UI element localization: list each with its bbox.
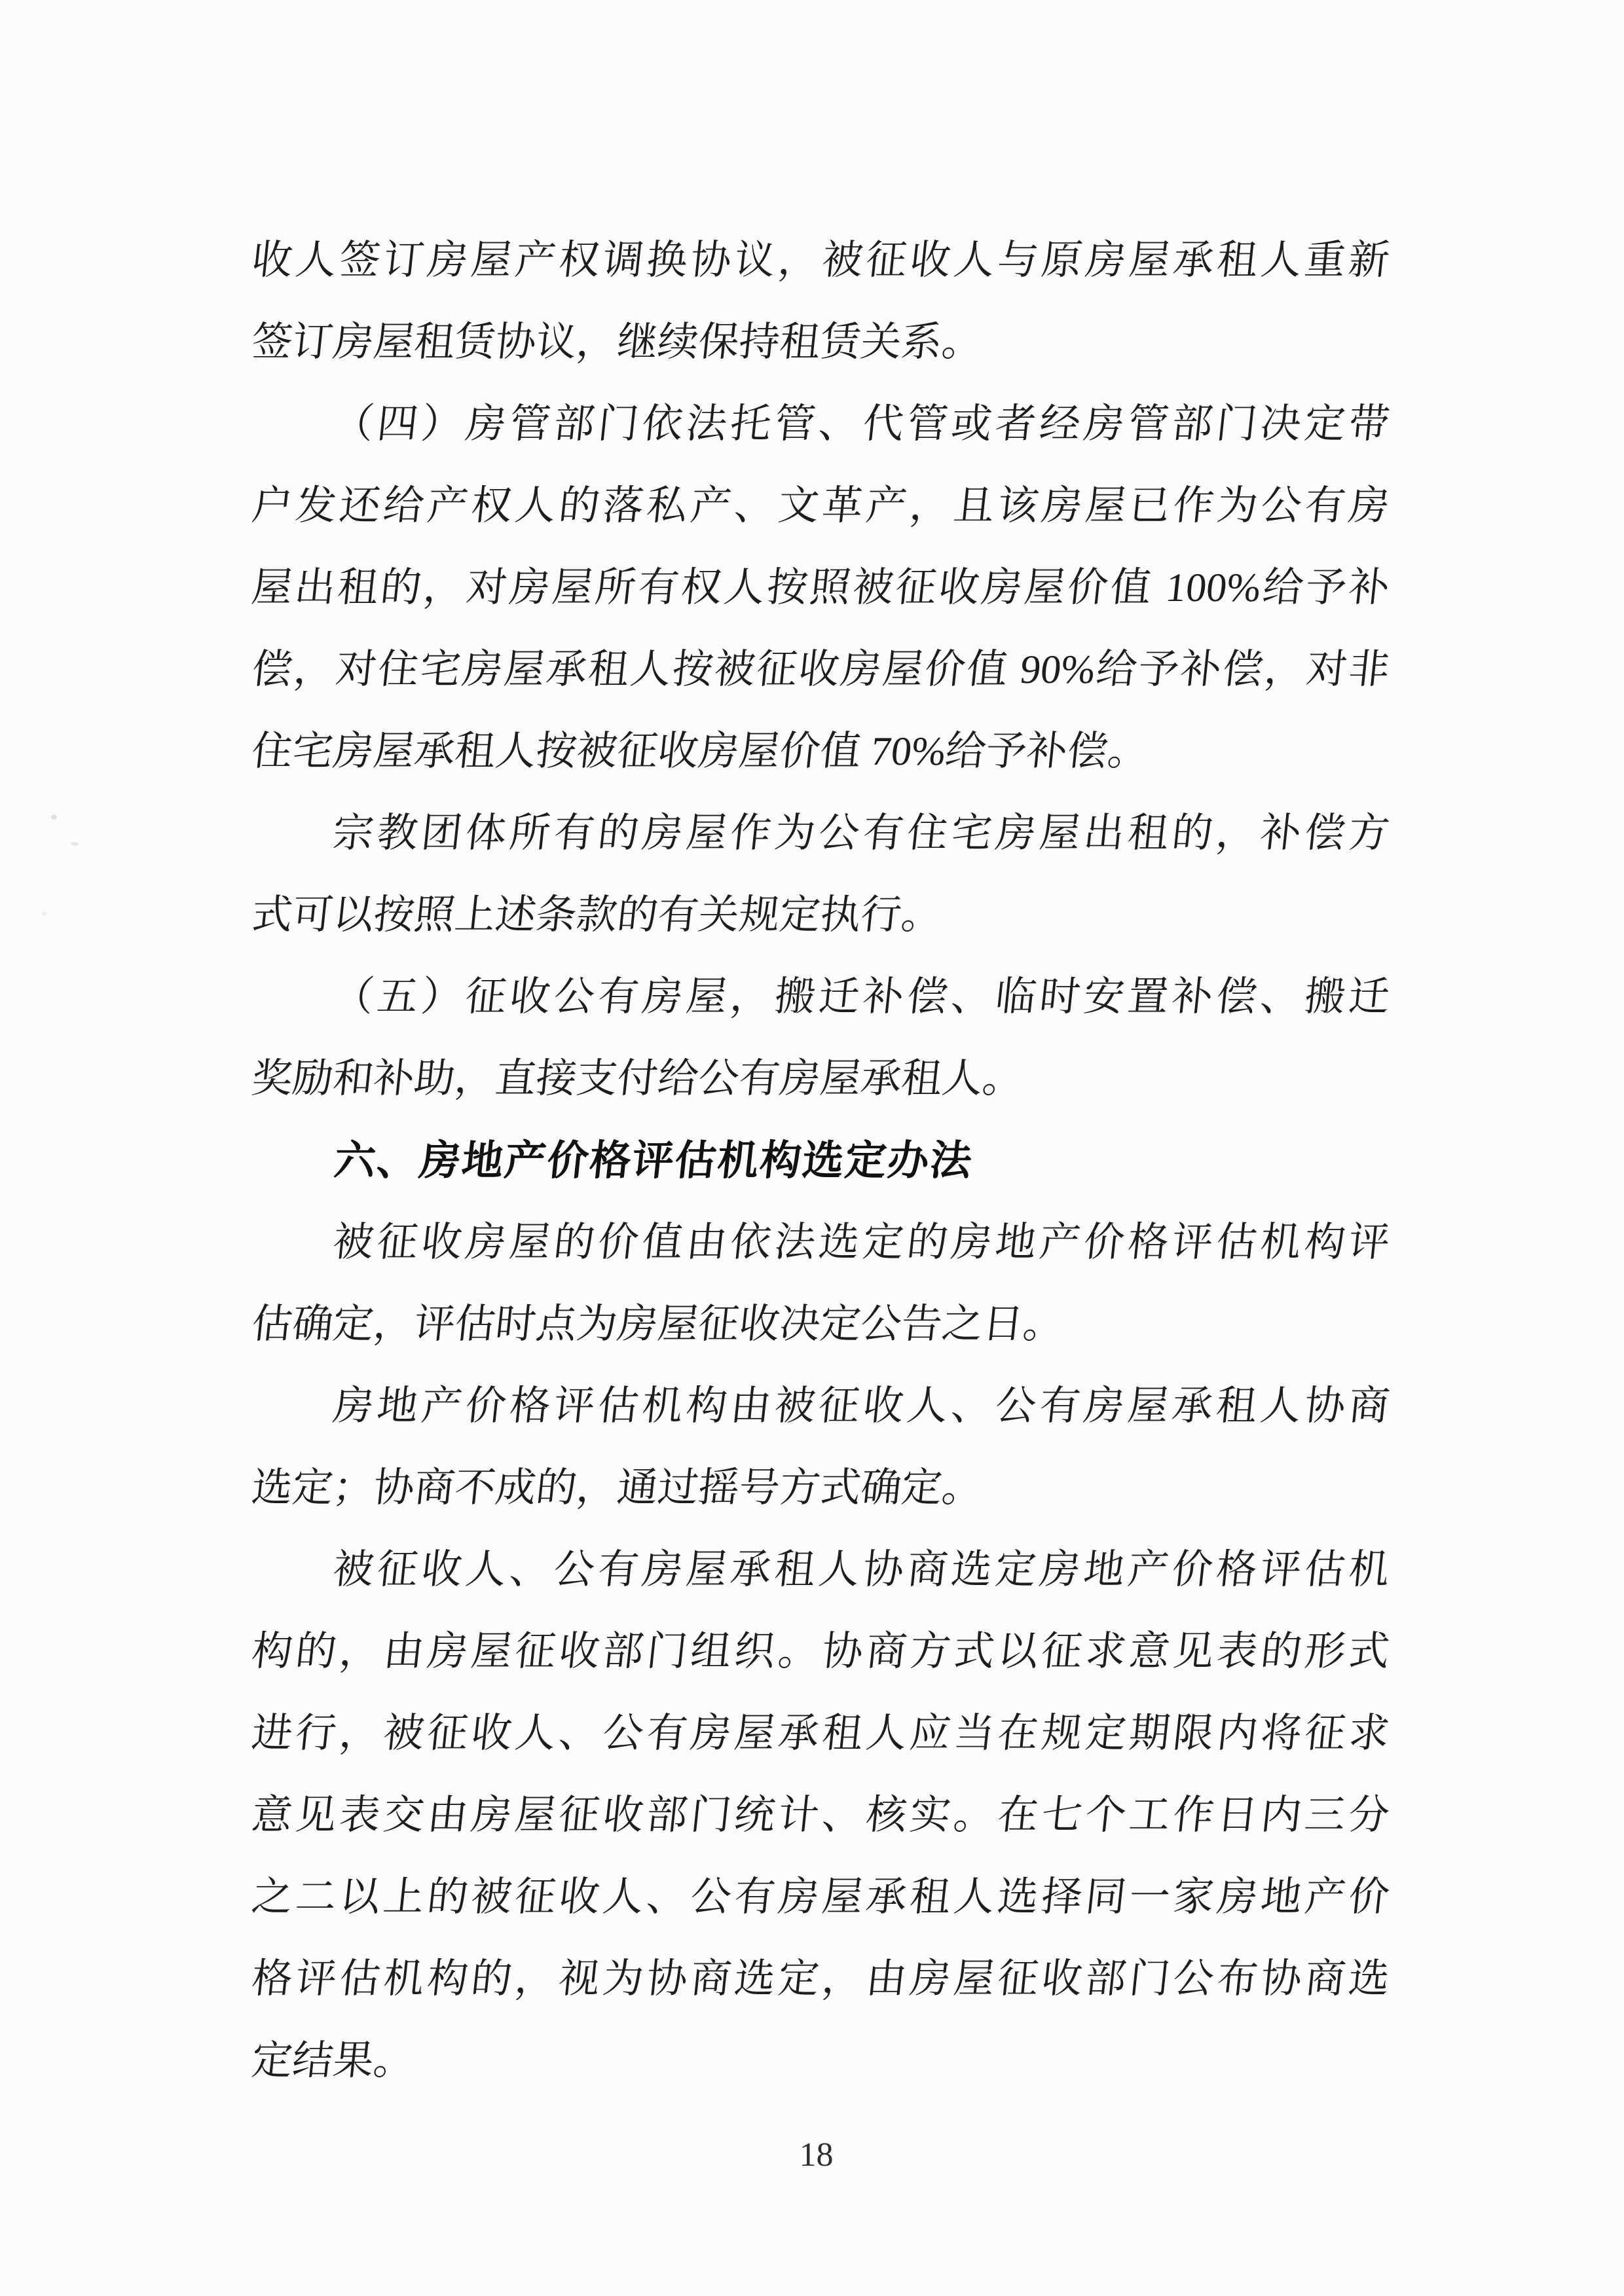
text-line: 意见表交由房屋征收部门统计、核实。在七个工作日内三分 xyxy=(249,1793,1392,1838)
text-line: 住宅房屋承租人按被征收房屋价值 70%给予补偿。 xyxy=(249,729,1151,774)
text-line: 进行，被征收人、公有房屋承租人应当在规定期限内将征求 xyxy=(249,1711,1392,1756)
text-line: 选定；协商不成的，通过摇号方式确定。 xyxy=(249,1466,986,1510)
text-line: 被征收人、公有房屋承租人协商选定房地产价格评估机 xyxy=(331,1548,1392,1592)
text-line: 屋出租的，对房屋所有权人按照被征收房屋价值 100%给予补 xyxy=(249,566,1392,610)
text-line: 宗教团体所有的房屋作为公有住宅房屋出租的，补偿方 xyxy=(331,811,1392,856)
page-number: 18 xyxy=(799,2136,834,2174)
scan-speck xyxy=(71,842,79,846)
text-line: 偿，对住宅房屋承租人按被征收房屋价值 90%给予补偿，对非 xyxy=(249,647,1392,692)
text-line: 奖励和补助，直接支付给公有房屋承租人。 xyxy=(249,1057,1026,1101)
text-line: （五）征收公有房屋，搬迁补偿、临时安置补偿、搬迁 xyxy=(331,975,1392,1019)
text-line: 被征收房屋的价值由依法选定的房地产价格评估机构评 xyxy=(331,1220,1392,1265)
text-line: 构的，由房屋征收部门组织。协商方式以征求意见表的形式 xyxy=(249,1630,1392,1674)
text-line: （四）房管部门依法托管、代管或者经房管部门决定带 xyxy=(331,402,1392,446)
text-line: 收人签订房屋产权调换协议，被征收人与原房屋承租人重新 xyxy=(249,238,1392,283)
scan-speck xyxy=(42,911,46,916)
text-line: 式可以按照上述条款的有关规定执行。 xyxy=(249,893,945,938)
text-line: 格评估机构的，视为协商选定，由房屋征收部门公布协商选 xyxy=(249,1957,1392,2001)
text-line: 签订房屋租赁协议，继续保持租赁关系。 xyxy=(249,320,986,365)
text-line: 户发还给产权人的落私产、文革产，且该房屋已作为公有房 xyxy=(249,484,1392,528)
text-line: 估确定，评估时点为房屋征收决定公告之日。 xyxy=(249,1302,1067,1347)
text-line: 定结果。 xyxy=(249,2039,417,2083)
text-line: 房地产价格评估机构由被征收人、公有房屋承租人协商 xyxy=(331,1384,1392,1429)
section-heading: 六、房地产价格评估机构选定办法 xyxy=(331,1138,976,1184)
page-footer xyxy=(248,2136,1385,2175)
text-line: 之二以上的被征收人、公有房屋承租人选择同一家房地产价 xyxy=(249,1875,1392,1920)
scan-speck xyxy=(51,814,57,820)
text-block xyxy=(248,220,1392,2102)
